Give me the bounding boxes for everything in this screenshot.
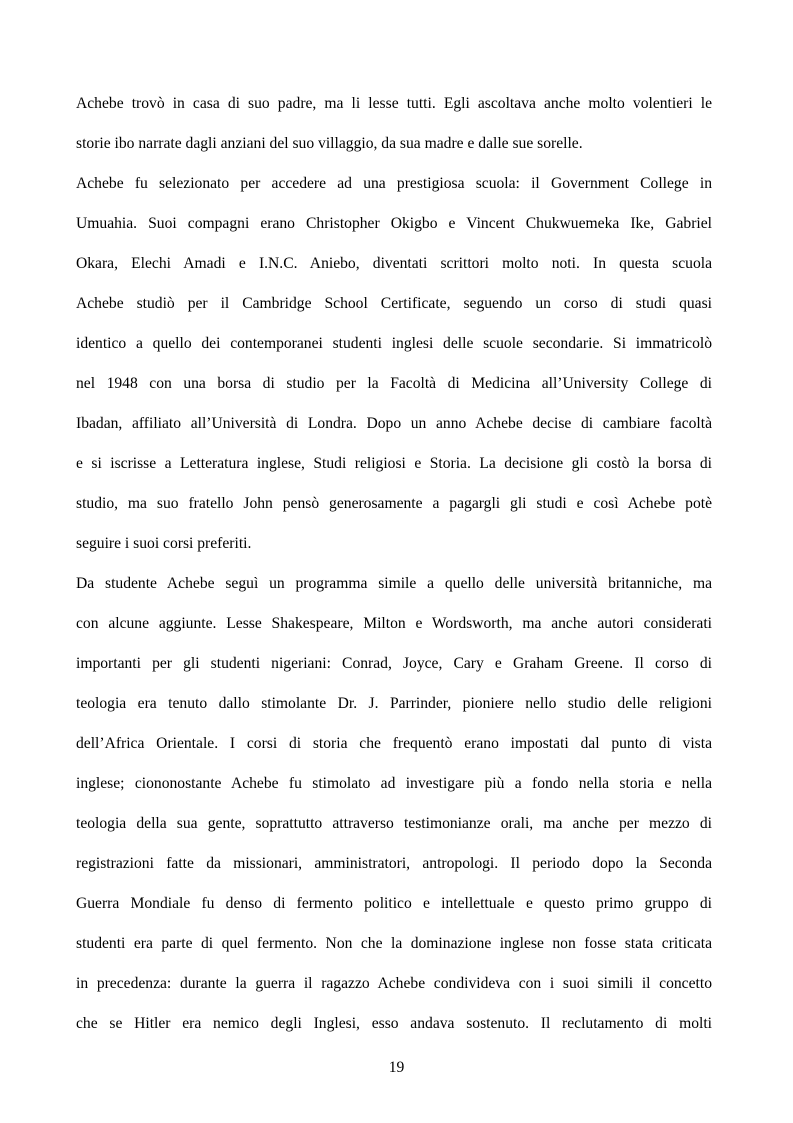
text-line: e si iscrisse a Letteratura inglese, Studi religiosi e Storia. La decisione gli costò la borsa di — [76, 455, 712, 472]
text-line: Ibadan, affiliato all’Università di Londra. Dopo un anno Achebe decise di cambiare facoltà — [76, 415, 712, 432]
text-line: seguire i suoi corsi preferiti. — [76, 535, 252, 552]
text-line: con alcune aggiunte. Lesse Shakespeare, Milton e Wordsworth, ma anche autori considerati — [76, 615, 712, 632]
text-line: inglese; ciononostante Achebe fu stimolato ad investigare più a fondo nella storia e nella — [76, 775, 712, 792]
text-line: che se Hitler era nemico degli Inglesi, esso andava sostenuto. Il reclutamento di molti — [76, 1015, 712, 1032]
text-line: in precedenza: durante la guerra il ragazzo Achebe condivideva con i suoi simili il concetto — [76, 975, 712, 992]
text-line: teologia era tenuto dallo stimolante Dr. J. Parrinder, pioniere nello studio delle religioni — [76, 695, 712, 712]
text-line: studenti era parte di quel fermento. Non che la dominazione inglese non fosse stata criticata — [76, 935, 712, 952]
text-line: Achebe trovò in casa di suo padre, ma li lesse tutti. Egli ascoltava anche molto volentieri le — [76, 95, 712, 112]
text-line: Achebe fu selezionato per accedere ad una prestigiosa scuola: il Government College in — [76, 175, 712, 192]
text-line: nel 1948 con una borsa di studio per la Facoltà di Medicina all’University College di — [76, 375, 712, 392]
page-number: 19 — [388, 1059, 405, 1076]
text-line: Da studente Achebe seguì un programma simile a quello delle università britanniche, ma — [76, 575, 712, 592]
text-line: Umuahia. Suoi compagni erano Christopher Okigbo e Vincent Chukwuemeka Ike, Gabriel — [76, 215, 712, 232]
text-line: Achebe studiò per il Cambridge School Certificate, seguendo un corso di studi quasi — [76, 295, 712, 312]
text-line: dell’Africa Orientale. I corsi di storia che frequentò erano impostati dal punto di vista — [76, 735, 712, 752]
text-line: studio, ma suo fratello John pensò generosamente a pagargli gli studi e così Achebe potè — [76, 495, 712, 512]
text-line: teologia della sua gente, soprattutto attraverso testimonianze orali, ma anche per mezzo di — [76, 815, 712, 832]
text-line: Guerra Mondiale fu denso di fermento politico e intellettuale e questo primo gruppo di — [76, 895, 712, 912]
text-line: importanti per gli studenti nigeriani: Conrad, Joyce, Cary e Graham Greene. Il corso di — [76, 655, 712, 672]
text-line: registrazioni fatte da missionari, amministratori, antropologi. Il periodo dopo la Seconda — [76, 855, 712, 872]
text-line: storie ibo narrate dagli anziani del suo villaggio, da sua madre e dalle sue sorelle. — [76, 135, 583, 152]
text-line: identico a quello dei contemporanei studenti inglesi delle scuole secondarie. Si immatricolò — [76, 335, 712, 352]
text-line: Okara, Elechi Amadi e I.N.C. Aniebo, diventati scrittori molto noti. In questa scuola — [76, 255, 712, 272]
